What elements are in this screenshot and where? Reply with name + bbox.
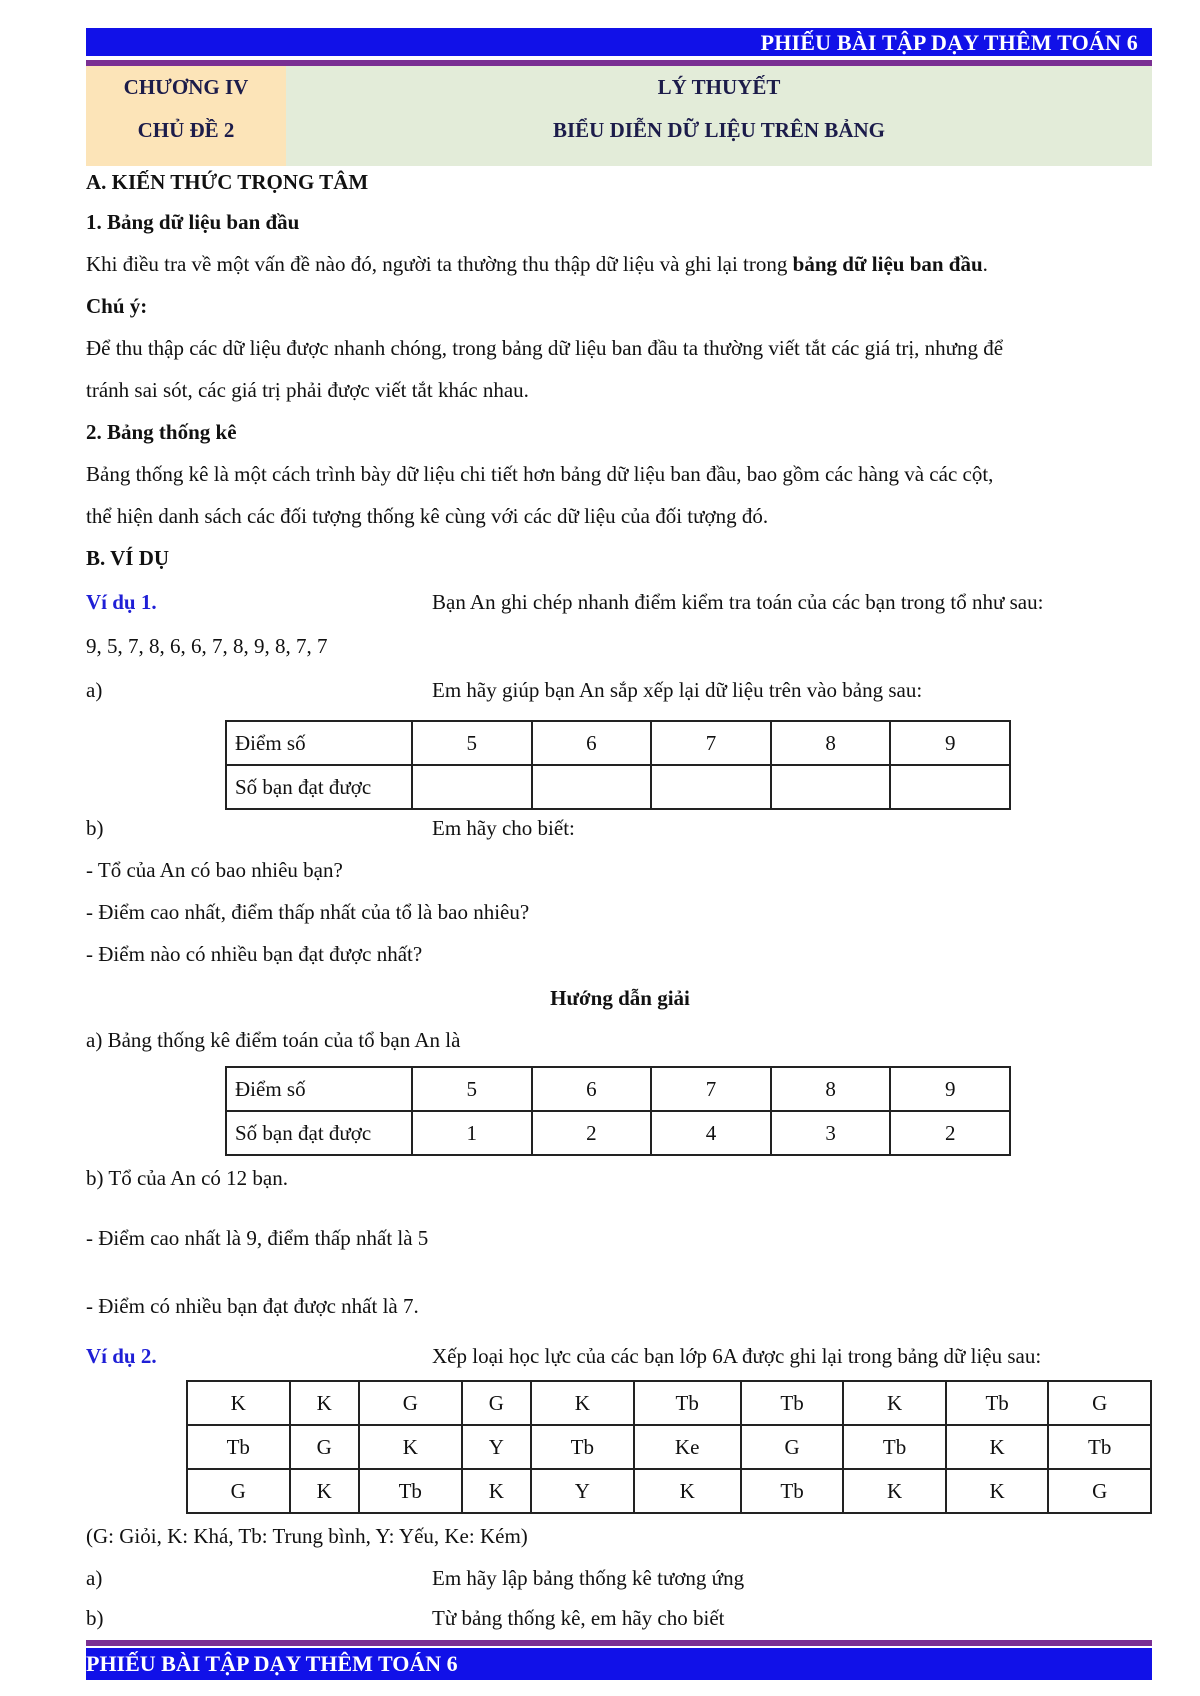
ex1-text: Bạn An ghi chép nhanh điểm kiểm tra toán của các bạn trong tổ như sau:: [432, 590, 1044, 614]
table-3-cell: Tb: [741, 1381, 844, 1425]
table-2-count: 1: [412, 1111, 532, 1155]
ex2-label: Ví dụ 2.: [86, 1344, 157, 1368]
table-1-count: [890, 765, 1010, 809]
note-heading: Chú ý:: [86, 294, 148, 318]
header-banner: [86, 28, 1152, 56]
question-1: - Tổ của An có bao nhiêu bạn?: [86, 858, 343, 882]
table-3-cell: Tb: [843, 1425, 946, 1469]
s1-paragraph: [86, 250, 988, 278]
chapter-box: [86, 66, 286, 166]
table-3-cell: K: [462, 1469, 532, 1513]
table-2-score: 6: [532, 1067, 652, 1111]
s2-line-2: thể hiện danh sách các đối tượng thống kê cùng với các dữ liệu của đối tượng đó.: [86, 504, 769, 528]
table-3: [186, 1380, 1152, 1514]
table-3-cell: Tb: [531, 1425, 634, 1469]
table-2-count: 2: [890, 1111, 1010, 1155]
topic-label: CHỦ ĐỀ 2: [137, 118, 235, 142]
table-2-score: 8: [771, 1067, 891, 1111]
table-1-header-label: Điểm số: [226, 721, 412, 765]
footer-banner-text: PHIẾU BÀI TẬP DẠY THÊM TOÁN 6: [86, 1651, 458, 1676]
table-1-count: [771, 765, 891, 809]
question-2: - Điểm cao nhất, điểm thấp nhất của tổ là bao nhiêu?: [86, 900, 530, 924]
ex1-b-text: Em hãy cho biết:: [432, 816, 575, 840]
note-line-2: tránh sai sót, các giá trị phải được viết tắt khác nhau.: [86, 378, 529, 402]
table-3-cell: Ke: [634, 1425, 741, 1469]
ex1-label: Ví dụ 1.: [86, 590, 157, 614]
ex2-b-label: b): [86, 1606, 104, 1630]
title-box: [286, 66, 1152, 166]
table-3-cell: G: [741, 1425, 844, 1469]
ex2-b-text: Từ bảng thống kê, em hãy cho biết: [432, 1606, 725, 1630]
solution-b-2: - Điểm cao nhất là 9, điểm thấp nhất là 5: [86, 1226, 429, 1250]
solution-b-3: - Điểm có nhiều bạn đạt được nhất là 7.: [86, 1294, 419, 1318]
s1-bold-term: bảng dữ liệu ban đầu: [792, 252, 983, 276]
table-1-count: [412, 765, 532, 809]
table-3-cell: G: [1048, 1469, 1151, 1513]
table-3-cell: G: [290, 1425, 360, 1469]
table-3-cell: G: [462, 1381, 532, 1425]
table-2-count: 2: [532, 1111, 652, 1155]
table-3-cell: K: [946, 1425, 1049, 1469]
footer-divider: [86, 1640, 1152, 1646]
table-2: [225, 1066, 1011, 1156]
ex2-text: Xếp loại học lực của các bạn lớp 6A được ghi lại trong bảng dữ liệu sau:: [432, 1344, 1042, 1368]
s2-line-1: Bảng thống kê là một cách trình bày dữ liệu chi tiết hơn bảng dữ liệu ban đầu, bao gồm các hàng và các cột,: [86, 462, 994, 486]
table-3-cell: K: [843, 1469, 946, 1513]
table-1-score: 8: [771, 721, 891, 765]
footer-banner: [86, 1648, 1152, 1680]
table-3-cell: Y: [531, 1469, 634, 1513]
header-banner-text: PHIẾU BÀI TẬP DẠY THÊM TOÁN 6: [760, 30, 1138, 55]
table-3-cell: Tb: [359, 1469, 462, 1513]
table-3-cell: Y: [462, 1425, 532, 1469]
table-3-cell: K: [634, 1469, 741, 1513]
s1-text: Khi điều tra về một vấn đề nào đó, người ta thường thu thập dữ liệu và ghi lại trong: [86, 252, 793, 276]
table-2-score: 5: [412, 1067, 532, 1111]
table-3-cell: K: [359, 1425, 462, 1469]
table-1-score: 6: [532, 721, 652, 765]
table-3-cell: K: [290, 1469, 360, 1513]
ex1-b-label: b): [86, 816, 104, 840]
table-1-count: [651, 765, 771, 809]
ex2-a-label: a): [86, 1566, 103, 1590]
table-1-count: [532, 765, 652, 809]
table-1-count-label: Số bạn đạt được: [226, 765, 412, 809]
table-2-score: 7: [651, 1067, 771, 1111]
s1-heading: 1. Bảng dữ liệu ban đầu: [86, 210, 300, 234]
section-a-heading: A. KIẾN THỨC TRỌNG TÂM: [86, 170, 369, 194]
table-3-cell: K: [946, 1469, 1049, 1513]
table-2-count-label: Số bạn đạt được: [226, 1111, 412, 1155]
solution-heading: Hướng dẫn giải: [550, 986, 690, 1010]
legend: (G: Giỏi, K: Khá, Tb: Trung bình, Y: Yếu, Ke: Kém): [86, 1524, 528, 1548]
ex1-a-label: a): [86, 678, 103, 702]
table-3-cell: G: [1048, 1381, 1151, 1425]
table-3-cell: Tb: [1048, 1425, 1151, 1469]
table-1: [225, 720, 1011, 810]
table-3-cell: K: [290, 1381, 360, 1425]
table-3-cell: G: [359, 1381, 462, 1425]
table-3-cell: K: [187, 1381, 290, 1425]
note-line-1: Để thu thập các dữ liệu được nhanh chóng, trong bảng dữ liệu ban đầu ta thường viết tắt các giá trị, nhưng để: [86, 336, 1004, 360]
table-3-cell: K: [531, 1381, 634, 1425]
table-3-cell: Tb: [946, 1381, 1049, 1425]
title-line-2: BIỂU DIỄN DỮ LIỆU TRÊN BẢNG: [553, 118, 885, 142]
solution-b-1: b) Tổ của An có 12 bạn.: [86, 1166, 288, 1190]
ex2-a-text: Em hãy lập bảng thống kê tương ứng: [432, 1566, 745, 1590]
table-1-score: 5: [412, 721, 532, 765]
table-3-cell: Tb: [634, 1381, 741, 1425]
table-2-count: 3: [771, 1111, 891, 1155]
table-3-cell: K: [843, 1381, 946, 1425]
table-1-score: 7: [651, 721, 771, 765]
s1-end: .: [982, 252, 988, 276]
table-2-score: 9: [890, 1067, 1010, 1111]
table-2-header-label: Điểm số: [226, 1067, 412, 1111]
table-2-count: 4: [651, 1111, 771, 1155]
section-b-heading: B. VÍ DỤ: [86, 546, 170, 570]
table-1-score: 9: [890, 721, 1010, 765]
table-3-cell: Tb: [741, 1469, 844, 1513]
table-3-cell: G: [187, 1469, 290, 1513]
title-line-1: LÝ THUYẾT: [657, 75, 781, 99]
solution-a: a) Bảng thống kê điểm toán của tổ bạn An là: [86, 1028, 461, 1052]
ex1-a-text: Em hãy giúp bạn An sắp xếp lại dữ liệu trên vào bảng sau:: [432, 678, 923, 702]
table-3-cell: Tb: [187, 1425, 290, 1469]
ex1-data: 9, 5, 7, 8, 6, 6, 7, 8, 9, 8, 7, 7: [86, 634, 328, 658]
s2-heading: 2. Bảng thống kê: [86, 420, 237, 444]
question-3: - Điểm nào có nhiều bạn đạt được nhất?: [86, 942, 423, 966]
chapter-label: CHƯƠNG IV: [123, 75, 249, 99]
